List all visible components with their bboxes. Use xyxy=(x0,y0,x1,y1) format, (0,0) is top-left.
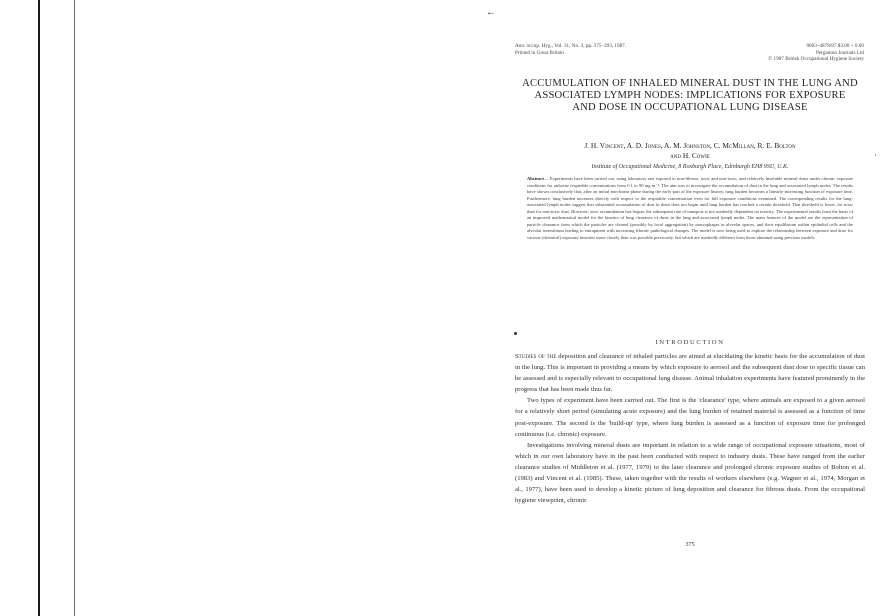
author-line: J. H. Vincent, A. D. Jones, A. M. Johnston, C. McMillan, R. E. Bolton xyxy=(584,141,796,150)
journal-publisher-line: Pergamon Journals Ltd xyxy=(815,49,864,56)
abstract-text: — Experiments have been carried out, using laboratory rats exposed to non-fibrous, toxic and non-toxic, and relatively insoluble mineral dusts under chronic exposure conditions for airborne respirable concentrations from 0.1 to 90 mg m⁻³. The aim was to investigate the accumulation of dust in the lung and associated lymph nodes. The results have shown conclusively that, after an initial non-linear phase during the early part of the exposure history, lung burden becomes a linearly-increasing function of exposure time. Furthermore, lung burden increases directly with respect to the respirable concentration even for full exposure conditions examined. The corresponding results for the lung-associated lymph nodes suggest that substantial accumulation of dust in them does not begin until lung burden has reached a certain threshold. That threshold is lower, for toxic than for non-toxic dust. However, once accumulation has begun, the subsequent rate of transport is not markedly dependent on toxicity. The experimental results form the basis of an improved mathematical model for the kinetics of lung clearance of dusts in the lung and associated lymph nodes. The main features of the model are the representation of particle clearance from which the particles are cleared (possibly by local aggregation) by macrophages in alveolar spaces, and their equilibrium within epithelial cells and the alveolar interstitium leading to entrapment with increasing fibrotic pathological changes. The model is now being used to explore the relationship between exposure and dose for various (chemical) exposure histories more closely than was possible previously, but which are markedly different from those obtained using previous models. xyxy=(527,176,853,240)
journal-copyright xyxy=(732,43,864,63)
paper-title: ACCUMULATION OF INHALED MINERAL DUST IN THE LUNG AND ASSOCIATED LYMPH NODES: IMPLICATIONS FOR EXPOSURE AND DOSE IN OCCUPATIONAL LUNG DISEASE xyxy=(522,78,858,113)
book-spine xyxy=(0,0,56,616)
paragraph-text: deposition and clearance of inhaled particles are aimed at elucidating the kinetic basis for the accumulation of dust in the lung. This is important in providing a means by which exposure to aerosol and the subsequent dust dose to specific tissue can be assessed and is especially relevant to occupational lung disease. Animal inhalation experiments have featured prominently in the progress that has been made thus far. xyxy=(515,353,865,394)
paragraph-lead: Studies of the xyxy=(515,353,557,360)
abstract xyxy=(527,176,853,334)
affiliation: Institute of Occupational Medicine, 8 Roxburgh Place, Edinburgh EH8 9SU, U.K. xyxy=(591,164,789,170)
section-heading: INTRODUCTION xyxy=(655,339,725,346)
spine-binding-line xyxy=(38,0,40,616)
abstract-label: Abstract xyxy=(527,176,544,181)
author-list xyxy=(522,141,858,161)
paragraph: Two types of experiment have been carried out. The first is the 'clearance' type, where animals are exposed to a given aerosol for a relatively short period (simulating acute exposure) and the lung burden of retained material is assessed as a function of time post-exposure. The second is the 'build-up' type, where lung burden is assessed as a function of exposure time for prolonged continuous (i.e. chronic) exposure. xyxy=(515,397,865,438)
author-line: and H. Cowie xyxy=(670,151,710,160)
introduction-body xyxy=(515,351,865,533)
scan-mark: ← xyxy=(486,7,496,18)
journal-price-line: 0003–4878/87 $3.00 + 0.00 xyxy=(806,43,864,49)
journal-copyright-line: © 1987 British Occupational Hygiene Society xyxy=(768,56,864,62)
paragraph xyxy=(515,351,865,395)
scan-speck: · xyxy=(874,150,877,160)
journal-citation-line: Ann. occup. Hyg., Vol. 31, No. 3, pp. 375–393, 1987. xyxy=(515,43,627,49)
journal-citation xyxy=(515,43,626,56)
left-page-edge xyxy=(74,0,75,616)
journal-printed-line: Printed in Great Britain xyxy=(515,49,564,56)
page-number: 375 xyxy=(685,541,695,548)
margin-dot xyxy=(514,332,517,335)
paragraph: Investigations involving mineral dusts are important in relation to a wide range of occupational exposure situations, most of which in our own laboratory have in the past been conducted with respect to industry dusts. These have ranged from the earlier clearance studies of Middleton et al. (1977, 1979) to the later clearance and prolonged chronic exposure studies of Bolton et al. (1983) and Vincent et al. (1985). These, taken together with the results of workers elsewhere (e.g. Wagner et al., 1974, Morgan et al., 1977), have been used to develop a kinetic picture of lung deposition and clearance for fibrous dusts. From the occupational hygiene viewpoint, chronic xyxy=(515,441,865,505)
